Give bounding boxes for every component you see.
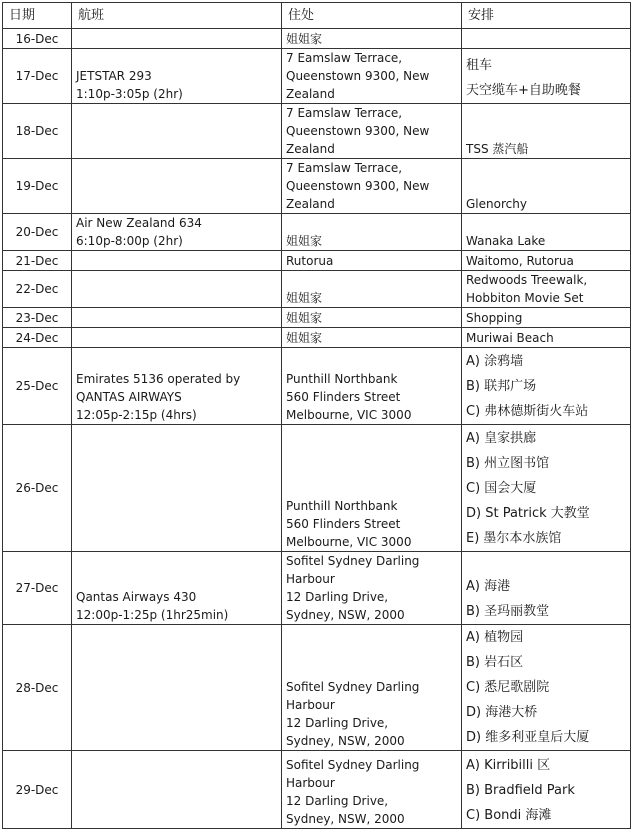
plan-item: D) 海港大桥 bbox=[466, 705, 538, 720]
plan-item: Glenorchy bbox=[466, 197, 527, 211]
date-cell: 23-Dec bbox=[3, 308, 72, 328]
plan-item: 天空缆车+自助晚餐 bbox=[466, 83, 581, 98]
date-cell: 20-Dec bbox=[3, 214, 72, 251]
date-cell: 16-Dec bbox=[3, 29, 72, 49]
plan-item: Waitomo, Rutorua bbox=[466, 254, 574, 268]
plan-item: A) 涂鸦墙 bbox=[466, 354, 524, 369]
plan-cell bbox=[462, 104, 631, 159]
plan-cell bbox=[462, 425, 631, 552]
table-row bbox=[3, 308, 631, 328]
stay-line: Punthill Northbank bbox=[286, 499, 398, 513]
flight-line: 6:10p-8:00p (2hr) bbox=[76, 234, 183, 248]
stay-line: Queenstown 9300, New bbox=[286, 179, 430, 193]
stay-cell bbox=[282, 625, 462, 751]
stay-line: Sofitel Sydney Darling bbox=[286, 680, 420, 694]
stay-cell bbox=[282, 328, 462, 348]
stay-line: 姐姐家 bbox=[286, 291, 323, 305]
itinerary-body bbox=[3, 29, 631, 829]
stay-line: 560 Flinders Street bbox=[286, 390, 401, 404]
table-row bbox=[3, 552, 631, 625]
flight-line: 12:00p-1:25p (1hr25min) bbox=[76, 608, 229, 622]
plan-cell bbox=[462, 29, 631, 49]
date-cell: 24-Dec bbox=[3, 328, 72, 348]
plan-item: C) 悉尼歌剧院 bbox=[466, 680, 550, 695]
plan-item: TSS 蒸汽船 bbox=[466, 142, 529, 156]
header-row bbox=[3, 3, 631, 29]
flight-cell bbox=[72, 29, 282, 49]
stay-cell bbox=[282, 104, 462, 159]
plan-item: Hobbiton Movie Set bbox=[466, 291, 584, 305]
itinerary-container bbox=[2, 2, 631, 829]
stay-line: Harbour bbox=[286, 698, 335, 712]
stay-cell bbox=[282, 751, 462, 829]
date-cell: 28-Dec bbox=[3, 625, 72, 751]
table-row bbox=[3, 425, 631, 552]
stay-cell bbox=[282, 425, 462, 552]
plan-item: B) Bradfield Park bbox=[466, 783, 575, 798]
flight-cell bbox=[72, 751, 282, 829]
stay-cell bbox=[282, 552, 462, 625]
date-cell: 17-Dec bbox=[3, 49, 72, 104]
header-plan: 安排 bbox=[462, 3, 631, 29]
plan-item: C) Bondi 海滩 bbox=[466, 808, 552, 823]
plan-cell bbox=[462, 348, 631, 425]
stay-line: Sofitel Sydney Darling bbox=[286, 758, 420, 772]
plan-item: D) St Patrick 大教堂 bbox=[466, 506, 590, 521]
stay-line: 姐姐家 bbox=[286, 311, 323, 325]
plan-cell bbox=[462, 751, 631, 829]
table-row bbox=[3, 49, 631, 104]
plan-cell bbox=[462, 271, 631, 308]
itinerary-table bbox=[2, 2, 631, 829]
stay-cell bbox=[282, 49, 462, 104]
plan-cell bbox=[462, 328, 631, 348]
stay-line: 12 Darling Drive, bbox=[286, 794, 389, 808]
stay-line: Harbour bbox=[286, 572, 335, 586]
flight-cell bbox=[72, 552, 282, 625]
header-date: 日期 bbox=[3, 3, 72, 29]
stay-cell bbox=[282, 29, 462, 49]
date-cell: 25-Dec bbox=[3, 348, 72, 425]
plan-cell bbox=[462, 251, 631, 271]
plan-item: Redwoods Treewalk, bbox=[466, 273, 588, 287]
stay-line: 12 Darling Drive, bbox=[286, 716, 389, 730]
plan-cell bbox=[462, 49, 631, 104]
plan-item: 租车 bbox=[466, 58, 493, 73]
table-row bbox=[3, 159, 631, 214]
plan-item: A) 皇家拱廊 bbox=[466, 431, 537, 446]
stay-line: 7 Eamslaw Terrace, bbox=[286, 106, 403, 120]
stay-cell bbox=[282, 214, 462, 251]
plan-item: A) Kirribilli 区 bbox=[466, 758, 551, 773]
stay-line: 姐姐家 bbox=[286, 234, 323, 248]
stay-cell bbox=[282, 251, 462, 271]
flight-cell bbox=[72, 49, 282, 104]
flight-line: 1:10p-3:05p (2hr) bbox=[76, 87, 183, 101]
stay-line: 12 Darling Drive, bbox=[286, 590, 389, 604]
plan-cell bbox=[462, 159, 631, 214]
table-row bbox=[3, 625, 631, 751]
stay-line: Sydney, NSW, 2000 bbox=[286, 812, 405, 826]
stay-line: 姐姐家 bbox=[286, 32, 323, 46]
date-cell: 22-Dec bbox=[3, 271, 72, 308]
plan-item: A) 植物园 bbox=[466, 630, 524, 645]
stay-line: 7 Eamslaw Terrace, bbox=[286, 161, 403, 175]
flight-cell bbox=[72, 251, 282, 271]
flight-line: Qantas Airways 430 bbox=[76, 590, 197, 604]
plan-item: A) 海港 bbox=[466, 579, 511, 594]
flight-cell bbox=[72, 104, 282, 159]
plan-item: Muriwai Beach bbox=[466, 331, 554, 345]
plan-cell bbox=[462, 214, 631, 251]
stay-line: Zealand bbox=[286, 197, 335, 211]
stay-line: Queenstown 9300, New bbox=[286, 124, 430, 138]
date-cell: 29-Dec bbox=[3, 751, 72, 829]
stay-line: Melbourne, VIC 3000 bbox=[286, 535, 412, 549]
flight-line: Emirates 5136 operated by bbox=[76, 372, 241, 386]
stay-cell bbox=[282, 348, 462, 425]
date-cell: 26-Dec bbox=[3, 425, 72, 552]
stay-line: Zealand bbox=[286, 142, 335, 156]
flight-line: Air New Zealand 634 bbox=[76, 216, 202, 230]
table-row bbox=[3, 251, 631, 271]
stay-line: Rutorua bbox=[286, 254, 334, 268]
stay-cell bbox=[282, 159, 462, 214]
plan-item: Wanaka Lake bbox=[466, 234, 546, 248]
stay-line: Zealand bbox=[286, 87, 335, 101]
table-row bbox=[3, 328, 631, 348]
stay-cell bbox=[282, 308, 462, 328]
flight-cell bbox=[72, 159, 282, 214]
stay-line: 7 Eamslaw Terrace, bbox=[286, 51, 403, 65]
stay-line: Sydney, NSW, 2000 bbox=[286, 734, 405, 748]
table-row bbox=[3, 29, 631, 49]
date-cell: 19-Dec bbox=[3, 159, 72, 214]
plan-item: D) 维多利亚皇后大厦 bbox=[466, 730, 590, 745]
date-cell: 27-Dec bbox=[3, 552, 72, 625]
stay-line: Punthill Northbank bbox=[286, 372, 398, 386]
stay-line: Queenstown 9300, New bbox=[286, 69, 430, 83]
plan-item: B) 州立图书馆 bbox=[466, 456, 550, 471]
stay-line: Melbourne, VIC 3000 bbox=[286, 408, 412, 422]
date-cell: 21-Dec bbox=[3, 251, 72, 271]
plan-item: B) 圣玛丽教堂 bbox=[466, 604, 550, 619]
stay-line: Sydney, NSW, 2000 bbox=[286, 608, 405, 622]
flight-cell bbox=[72, 425, 282, 552]
plan-item: E) 墨尔本水族馆 bbox=[466, 531, 562, 546]
plan-cell bbox=[462, 625, 631, 751]
plan-item: Shopping bbox=[466, 311, 523, 325]
plan-cell bbox=[462, 552, 631, 625]
stay-line: Harbour bbox=[286, 776, 335, 790]
table-row bbox=[3, 348, 631, 425]
stay-cell bbox=[282, 271, 462, 308]
flight-cell bbox=[72, 271, 282, 308]
stay-line: 560 Flinders Street bbox=[286, 517, 401, 531]
flight-cell bbox=[72, 625, 282, 751]
table-row bbox=[3, 751, 631, 829]
stay-line: Sofitel Sydney Darling bbox=[286, 554, 420, 568]
plan-item: C) 国会大厦 bbox=[466, 481, 537, 496]
flight-line: JETSTAR 293 bbox=[76, 69, 152, 83]
header-stay: 住处 bbox=[282, 3, 462, 29]
flight-cell bbox=[72, 214, 282, 251]
flight-line: QANTAS AIRWAYS bbox=[76, 390, 182, 404]
plan-item: B) 联邦广场 bbox=[466, 379, 537, 394]
flight-line: 12:05p-2:15p (4hrs) bbox=[76, 408, 197, 422]
flight-cell bbox=[72, 348, 282, 425]
table-row bbox=[3, 214, 631, 251]
flight-cell bbox=[72, 308, 282, 328]
stay-line: 姐姐家 bbox=[286, 331, 323, 345]
table-row bbox=[3, 104, 631, 159]
plan-item: B) 岩石区 bbox=[466, 655, 524, 670]
plan-item: C) 弗林德斯街火车站 bbox=[466, 404, 589, 419]
flight-cell bbox=[72, 328, 282, 348]
plan-cell bbox=[462, 308, 631, 328]
header-flight: 航班 bbox=[72, 3, 282, 29]
date-cell: 18-Dec bbox=[3, 104, 72, 159]
table-row bbox=[3, 271, 631, 308]
